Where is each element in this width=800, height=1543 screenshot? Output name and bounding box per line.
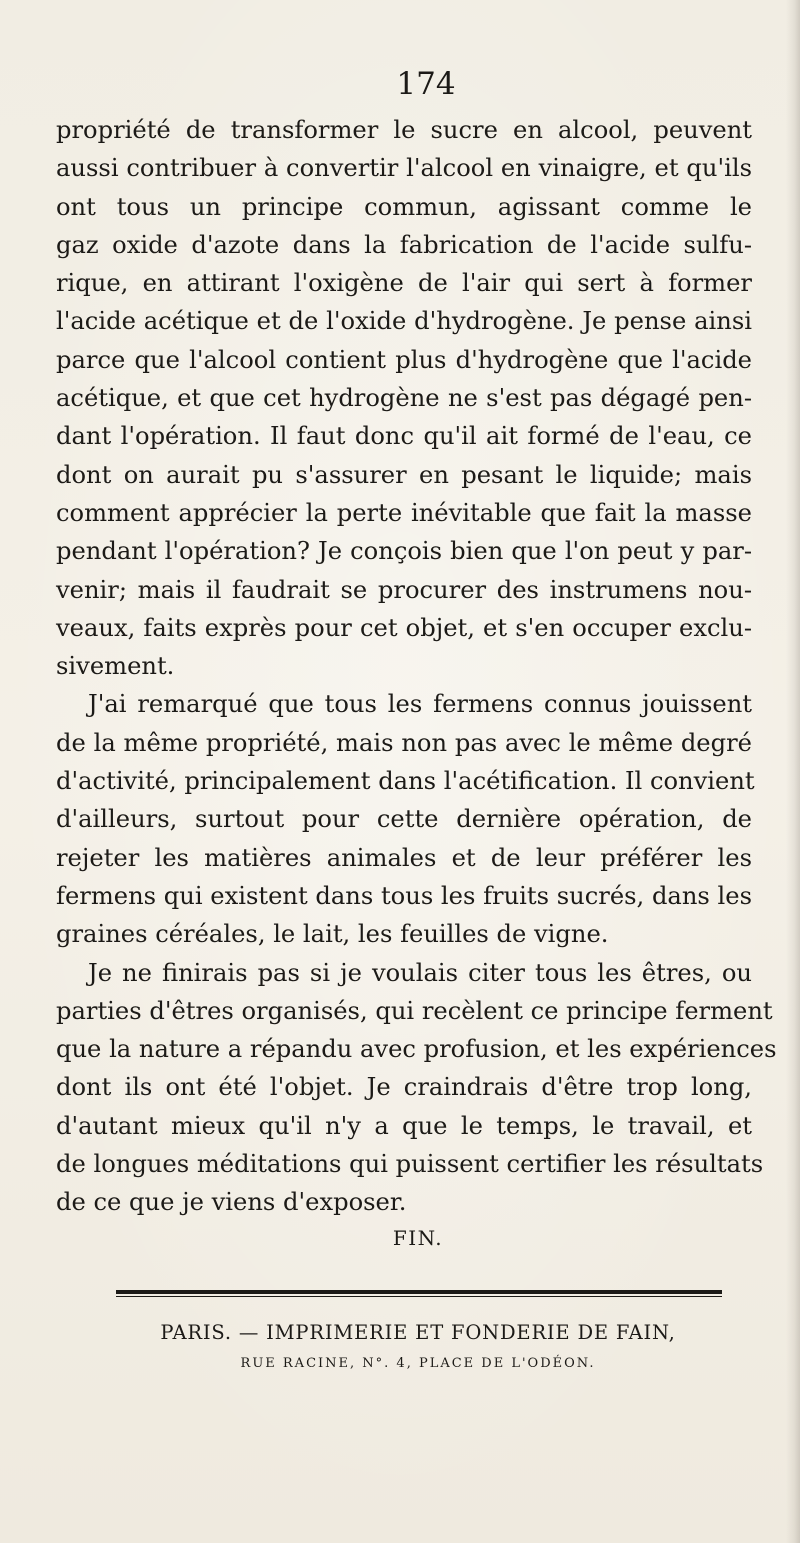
double-rule-divider bbox=[116, 1290, 722, 1298]
text-line: d'autant mieux qu'il n'y a que le temps, le travail, et bbox=[56, 1111, 752, 1140]
text-line: sivement. bbox=[56, 652, 175, 681]
text-line: gaz oxide d'azote dans la fabrication de l'acide sulfu- bbox=[56, 230, 752, 259]
text-line: J'ai remarqué que tous les fermens connus jouissent bbox=[88, 690, 752, 719]
text-line: comment apprécier la perte inévitable que fait la masse bbox=[56, 498, 752, 527]
rule-thick-line bbox=[116, 1290, 722, 1294]
text-line: parce que l'alcool contient plus d'hydrogène que l'acide bbox=[56, 345, 752, 374]
text-line: l'acide acétique et de l'oxide d'hydrogène. Je pense ainsi bbox=[56, 307, 752, 336]
page-number: 174 bbox=[396, 66, 456, 102]
text-line: rejeter les matières animales et de leur préférer les bbox=[56, 843, 752, 872]
text-line: aussi contribuer à convertir l'alcool en vinaigre, et qu'ils bbox=[56, 154, 752, 183]
paragraph bbox=[56, 685, 755, 953]
text-line: dant l'opération. Il faut donc qu'il ait formé de l'eau, ce bbox=[56, 422, 752, 451]
printer-imprint: PARIS. — IMPRIMERIE ET FONDERIE DE FAIN, bbox=[160, 1321, 676, 1344]
text-line: dont ils ont été l'objet. Je craindrais d'être trop long, bbox=[56, 1073, 752, 1102]
paragraph bbox=[56, 111, 752, 685]
text-line: parties d'êtres organisés, qui recèlent ce principe ferment bbox=[56, 996, 773, 1025]
paragraph bbox=[56, 954, 777, 1222]
text-line: veaux, faits exprès pour cet objet, et s'en occuper exclu- bbox=[56, 613, 752, 642]
text-line: d'ailleurs, surtout pour cette dernière opération, de bbox=[56, 805, 752, 834]
text-line: ont tous un principe commun, agissant comme le bbox=[56, 192, 752, 221]
text-line: graines céréales, le lait, les feuilles de vigne. bbox=[56, 920, 609, 949]
text-line: rique, en attirant l'oxigène de l'air qui sert à former bbox=[56, 269, 752, 298]
text-line: fermens qui existent dans tous les fruits sucrés, dans les bbox=[56, 881, 752, 910]
text-line: Je ne finirais pas si je voulais citer tous les êtres, ou bbox=[88, 958, 752, 987]
rule-thin-line bbox=[116, 1296, 722, 1297]
text-line: propriété de transformer le sucre en alcool, peuvent bbox=[56, 116, 752, 144]
printer-address: RUE RACINE, N°. 4, PLACE DE L'ODÉON. bbox=[240, 1356, 596, 1371]
text-line: venir; mais il faudrait se procurer des instrumens nou- bbox=[56, 575, 752, 604]
text-line: dont on aurait pu s'assurer en pesant le liquide; mais bbox=[56, 460, 752, 489]
page-edge-shadow bbox=[786, 0, 800, 1543]
text-line: acétique, et que cet hydrogène ne s'est pas dégagé pen- bbox=[56, 384, 752, 413]
text-line: de la même propriété, mais non pas avec le même degré bbox=[56, 728, 752, 757]
text-line: que la nature a répandu avec profusion, et les expériences bbox=[56, 1035, 777, 1064]
text-line: pendant l'opération? Je conçois bien que l'on peut y par- bbox=[56, 537, 752, 566]
text-line: d'activité, principalement dans l'acétification. Il convient bbox=[56, 767, 755, 796]
body-text bbox=[56, 111, 777, 1222]
text-line: de longues méditations qui puissent certifier les résultats bbox=[56, 1150, 764, 1179]
text-line: de ce que je viens d'exposer. bbox=[56, 1188, 407, 1217]
fin-label: FIN. bbox=[392, 1226, 444, 1250]
